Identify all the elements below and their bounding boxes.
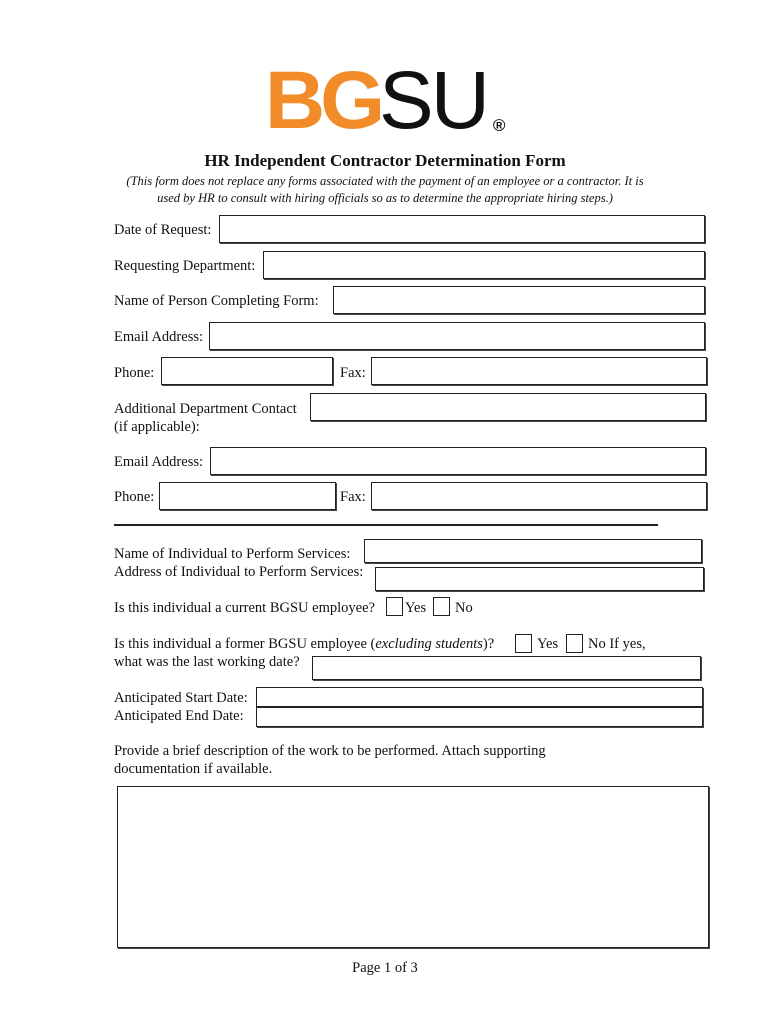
end-date-field[interactable]	[256, 707, 703, 727]
phone-2-field[interactable]	[159, 482, 336, 510]
former-employee-yes-checkbox[interactable]	[515, 634, 532, 653]
description-textarea[interactable]	[117, 786, 709, 948]
form-title: HR Independent Contractor Determination Form	[204, 151, 566, 170]
bgsu-logo	[264, 55, 506, 146]
former-q-start: Is this individual a former BGSU employee (	[114, 636, 376, 652]
current-employee-question: Is this individual a current BGSU employee?	[114, 600, 375, 616]
last-working-date-label: what was the last working date?	[114, 654, 300, 670]
additional-contact-field[interactable]	[310, 393, 706, 421]
former-employee-yes-label: Yes	[537, 636, 559, 652]
form-subtitle	[110, 173, 660, 207]
former-employee-no-checkbox[interactable]	[566, 634, 583, 653]
current-employee-yes-checkbox[interactable]	[386, 597, 403, 616]
phone-label: Phone:	[114, 365, 155, 381]
individual-address-label: Address of Individual to Perform Services:	[114, 564, 364, 580]
fax-2-field[interactable]	[371, 482, 707, 510]
end-date-label: Anticipated End Date:	[114, 708, 244, 724]
fax-2-label: Fax:	[340, 489, 366, 505]
current-employee-no-label: No	[455, 600, 473, 616]
date-of-request-field[interactable]	[219, 215, 705, 243]
current-employee-no-checkbox[interactable]	[433, 597, 450, 616]
subtitle-line-1: (This form does not replace any forms associated with the payment of an employee or a contractor. It is	[126, 174, 644, 188]
additional-contact-sublabel: (if applicable):	[114, 419, 200, 435]
registered-mark: ®	[492, 116, 506, 135]
section-divider	[114, 524, 658, 526]
email-address-2-label: Email Address:	[114, 454, 204, 470]
email-address-field[interactable]	[209, 322, 705, 350]
name-completing-label: Name of Person Completing Form:	[114, 293, 319, 309]
description-instructions-line-2: documentation if available.	[114, 761, 273, 777]
logo-su-text: SU	[379, 55, 487, 146]
date-of-request-label: Date of Request:	[114, 222, 212, 238]
requesting-department-field[interactable]	[263, 251, 705, 279]
individual-name-label: Name of Individual to Perform Services:	[114, 546, 351, 562]
former-q-italic: excluding students	[375, 636, 483, 652]
last-working-date-field[interactable]	[312, 656, 701, 680]
name-completing-field[interactable]	[333, 286, 705, 314]
start-date-field[interactable]	[256, 687, 703, 707]
phone-field[interactable]	[161, 357, 333, 385]
description-instructions-line-1: Provide a brief description of the work to be performed. Attach supporting	[114, 743, 546, 759]
individual-name-field[interactable]	[364, 539, 702, 563]
requesting-department-label: Requesting Department:	[114, 258, 256, 274]
page-number: Page 1 of 3	[352, 960, 418, 976]
former-q-end: )?	[482, 636, 495, 652]
logo-bg-text: BG	[264, 55, 381, 146]
start-date-label: Anticipated Start Date:	[114, 690, 248, 706]
email-address-label: Email Address:	[114, 329, 204, 345]
individual-address-field[interactable]	[375, 567, 704, 591]
fax-field[interactable]	[371, 357, 707, 385]
former-employee-no-label: No If yes,	[588, 636, 646, 652]
current-employee-yes-label: Yes	[405, 600, 427, 616]
email-address-2-field[interactable]	[210, 447, 706, 475]
additional-contact-label: Additional Department Contact	[114, 401, 297, 417]
subtitle-line-2: used by HR to consult with hiring officials so as to determine the appropriate hiring steps.)	[157, 191, 613, 205]
phone-2-label: Phone:	[114, 489, 155, 505]
fax-label: Fax:	[340, 365, 366, 381]
former-employee-question	[114, 635, 494, 653]
